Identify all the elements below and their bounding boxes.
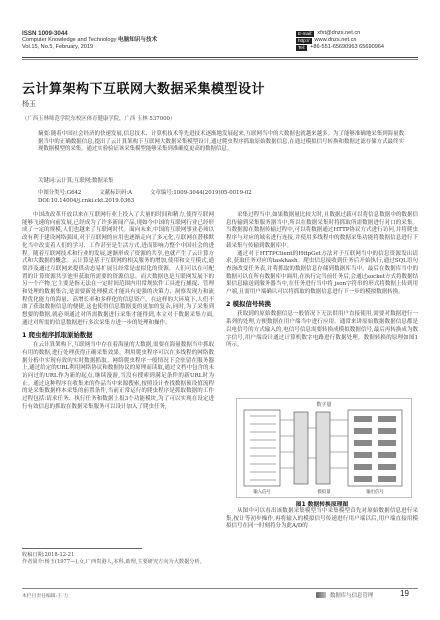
tel-number: +86-551-65690963 65690964	[310, 44, 385, 51]
right-column	[226, 212, 418, 350]
keywords: 关键词:云计算;互联网;数据采集	[38, 178, 114, 184]
journal-name-en: Computer Knowledge and Technology	[22, 37, 117, 44]
figure-bottom-label: 模拟量	[317, 490, 331, 495]
figure-right-caption: 输出信号	[366, 490, 384, 495]
column-editor: 本栏目责任编辑:王 力	[22, 594, 69, 599]
tel-row	[296, 44, 384, 51]
journal-header-left	[22, 30, 157, 52]
intro-paragraph: 中国改改革开放以来在互联网行业上投入了大量的时间和精力,使得互联网能够飞速的向前发展,已经成为了许多新闻产品,现如今中国的互联网行业已经形成了一定的规模,人们也越来了互联网时代。面向未来,中国的互联网事业必须以改有利于建设网络强国,对于互联网的应用也逐渐走向了多元化,互联网在潜移默化当中改变着人们的学习、工作甚至是生活方式,进而影响力整个中国社会的进程。随着互联网技术和行业的发展,逐渐形成了资源的共享,也就产生了云计算方式和大数据的概念。云计算是基于互联网的相关服务的增加,使用和交互模式,通常涉及通过互联网来提供动态易扩展且经常是虚拟化的资源。人们可以在可配置的计算资源共享池里获取所需要的资源信息。而大数据也是互联网发展下的另一个产物,它主要是指无法在一定时间范围内用常规软件工具进行捕捉、管理和处理的数据集合,是需要新处理模式才能具有更强的决策力、洞察发现力和流程优化能力的海量、高增长率和多样化的信息资产。在这样的大环境下,人们不敢了获取数据信息的便捷,这也使得信息数据变的更加的复杂,同时,为了采集到想要的数据,就必须通过对所需数据进行采集才能得到,本文对于数据采集方面,通过对所需的信息数据进行多次采集方进一步的处理和操作。	[22, 212, 214, 326]
author-bio: 作者简介:杨玉(1977—),女,广西贵港人,本科,助理,主要研究方向为大数据分析。	[22, 559, 205, 566]
email-label: E-mail:	[298, 30, 313, 36]
left-column	[22, 212, 214, 412]
section1-paragraph: 在云计算架构下,互联网当中存在着海量的大数据,需要在海量数据当中抓取有用的数据,进行处理获得正确采集效果。利用爬虫程序可以在多线程的网络数据分析中实现有效的实时数据抓取。网络爬虫程序一般情况下会驻留在服务器上,通过给定的URL利用网络协议和数据协议的原理而读取,通过文档中包含的未访问过的URL作为新的起点,继续漫游,当没有搜索到满足条件的新URL时为止。通过这种程序在收集来的作品当中来源搜索,按照设计查找数据预设值流程的是采集数据样本采集的前置条件,当前正常运行的爬虫程序是抓取数据的工作过程包括:请求任务、执行任务和数据上报3个功能模块,为了可以实现在设定进行有效信息的抓取在数据采集服务可以设计加入了爬虫任务,	[22, 342, 214, 410]
author-affiliation: （广西玉林师范学院东校区体育健康学院，广西 玉林 537000）	[22, 116, 176, 122]
converter-block-a	[294, 412, 308, 484]
web-address: www.dnzs.net.cn	[314, 37, 357, 44]
header-rule	[22, 57, 418, 58]
journal-name-cn: 电脑知识与技术	[118, 37, 158, 44]
footnote	[22, 552, 205, 567]
journal-title-line	[22, 37, 157, 44]
section-heading-1: 1 爬虫程序抓取原始数据	[22, 330, 93, 339]
web-label: http://	[298, 37, 310, 43]
tel-label: Tel:	[298, 45, 306, 50]
issn: ISSN 1009-3044	[22, 30, 68, 37]
right-paragraph-2: 通过对于HTTPClient的HttpGet方法对于互联网当中的信息资源发出请求,获取任务对应的taskhash。爬虫信息接收到任务后开始执行,通过SQL语句查询改变任务表,并将抓取的数据信息存储到数据库当中。最后在数据库当中的数据可以在所有数据库中调用,在执行完当前任务后,会通过socket方式将数据结果信息输送到服务器当中,在任务进行当中将 json字符串的形式将数据上传到用户端,且需用户端确认可以将抓取的数据信息进行下一步的模拟数据转换。	[226, 250, 419, 296]
received-date: 收稿日期:2018-12-21	[22, 552, 75, 558]
footnote-rule	[22, 548, 142, 549]
bottom-rule	[22, 588, 418, 589]
converter-block-b	[316, 412, 330, 484]
figure-left-caption: 输入信号	[253, 490, 271, 495]
figure-1-conversion-diagram	[236, 398, 412, 498]
abstract: 摘要:随着中国社会经济的快速发展,信息技术、计算机技术等先进技术逐渐地发展起来,互联网当中的大数据也就越来越多。为了能够准确地采集到海量数据当中的正确数据信息,提出了云计算架构下互联网大数据采集模型设计,通过爬虫程序抓取原始数据信息,在通过模拟信号转换和数据过滤存储方式最终实现数据模型的采集。通过实验验证该采集模型能够采集到准确度更高的数据信息。	[38, 131, 404, 153]
section-footer	[316, 591, 373, 599]
right-paragraph-1: 采集过程当中,如果数据量比较大时,且数据过载可以将信息数据中的数据信息传输到采集服务器当中,所以在数据采集时将抓取所需数据进行对口的采集。当数据源在数据传输过程中,可以将数据通过HTTP协议方式进行访问,并将爬虫程序与对应的域名进行连接,并使用多线程中的数据采集功能将数据信息进行下载采集与传输到数据库中。	[226, 212, 418, 249]
section-name: 数据库与信息管理	[330, 593, 374, 599]
email-row	[296, 30, 384, 37]
figure-caption: 图1 数据转换原理图	[295, 502, 349, 508]
section2-paragraph: 获取到的原始数据信息一般情况下无法供用户直接使用,需要对数据进行一系列的处理,方便数据在用户端当中进行应用。通常来讲原始数据数据信息都是以电信号的方式输入的,电信号信息需要转换成模拟数据信号,最后再转换成为数字信号,用户端设计通过计算机数字电路进行数据处理。数据转换的原理如图1所示。	[226, 311, 418, 349]
paper-title: 云计算架构下互联网大数据采集模型设计	[22, 82, 266, 97]
header-rule-thin	[22, 59, 418, 60]
email-address: xfxt@dnzs.net.cn	[317, 30, 361, 36]
figure-top-label: 数字量	[316, 402, 332, 408]
section-heading-2: 2 模拟信号转换	[226, 299, 272, 308]
journal-issue: Vol.15, No.5, February, 2019	[22, 44, 94, 51]
right-column-lower	[226, 508, 418, 531]
right-lower-paragraph: 从图中可以看出该数据采集模型当中采集模型首先对原始数据信息进行采集,按计等初步操作,再将输入的模拟信号传递进行用户端以后,用户端直接用模拟信号在同一时刻将分为此A/D的	[226, 508, 418, 530]
author-name: 杨玉	[22, 100, 36, 108]
doi: DOI:10.14004/j.cnki.ckt.2019.0363	[38, 198, 135, 204]
page-number: 19	[400, 589, 409, 598]
classification-row	[38, 188, 252, 196]
web-row	[296, 37, 384, 44]
clc-number: 中图分类号:G642	[38, 190, 82, 196]
article-number: 文章编号:1009-3044(2019)05-0019-02	[150, 190, 252, 196]
document-code: 文献标识码:A	[99, 190, 133, 196]
journal-header-right	[296, 30, 384, 52]
section-logo-icon	[316, 592, 326, 598]
